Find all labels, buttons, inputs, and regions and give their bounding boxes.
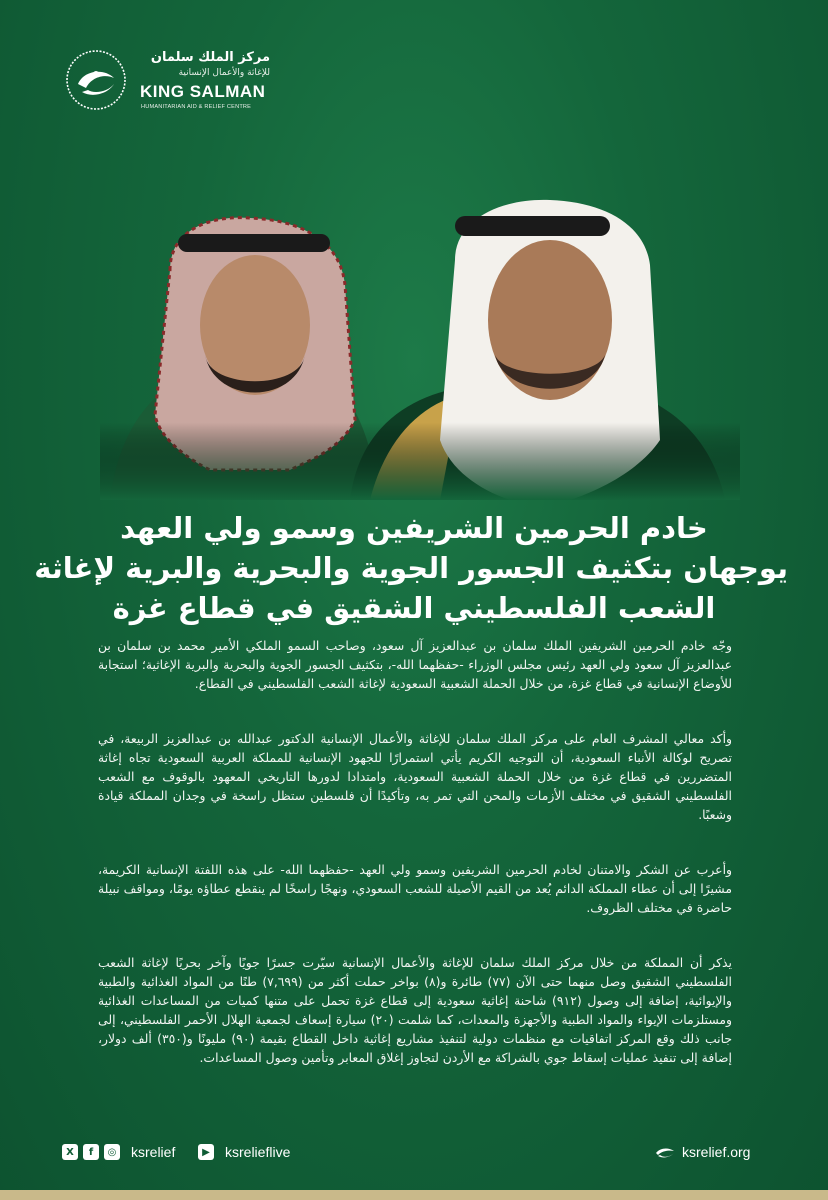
website-link[interactable]: ksrelief.org (682, 1144, 751, 1160)
headline (34, 508, 788, 628)
social-youtube[interactable] (198, 1144, 290, 1160)
leaders-portrait-image (100, 190, 740, 500)
social-website[interactable] (654, 1144, 750, 1160)
instagram-icon[interactable]: ◎ (104, 1144, 120, 1160)
x-icon[interactable]: X (62, 1144, 78, 1160)
youtube-handle[interactable]: ksrelieflive (225, 1144, 291, 1160)
headline-line-1: خادم الحرمين الشريفين وسمو ولي العهد (120, 511, 708, 545)
youtube-icon[interactable]: ▶ (198, 1144, 214, 1160)
headline-line-3: الشعب الفلسطيني الشقيق في قطاع غزة (112, 591, 716, 625)
paragraph-1: وجّه خادم الحرمين الشريفين الملك سلمان بن عبدالعزيز آل سعود، وصاحب السمو الملكي الأمير محمد بن سلمان بن عبدالعزيز آل سعود ولي العهد رئيس مجلس الوزراء -حفظهما الله-، بتكثيف الجسور الجوية والبحرية والبرية الإغاثية؛ استجابة للأوضاع الإنسانية في قطاع غزة، من خلال الحملة الشعبية السعودية لإغاثة الشعب الفلسطيني في القطاع. (98, 638, 732, 691)
x-handle[interactable]: ksrelief (131, 1144, 176, 1160)
facebook-icon[interactable]: f (83, 1144, 99, 1160)
ksrelief-emblem-icon (64, 48, 128, 112)
social-x-facebook-instagram[interactable] (62, 1144, 175, 1160)
footer (0, 1126, 828, 1182)
paragraph-3: وأعرب عن الشكر والامتنان لخادم الحرمين الشريفين وسمو ولي العهد -حفظهما الله- على هذه اللفتة الإنسانية الكريمة، مشيرًا إلى أن عطاء المملكة الدائم يُعد من القيم الأصيلة للشعب السعودي، ونهجًا راسخًا لم ينقطع عطاؤه يومًا، ومواقف نبيلة حاضرة في مختلف الظروف. (98, 862, 732, 915)
logo-arabic-name: مركز الملك سلمان (150, 50, 270, 65)
article-body (98, 636, 732, 1103)
globe-icon (654, 1144, 676, 1160)
headline-line-2: يوجهان بتكثيف الجسور الجوية والبحرية والبرية لإغاثة (34, 551, 788, 585)
logo-arabic-subtitle: للإغاثة والأعمال الإنسانية (178, 68, 270, 78)
paragraph-4: يذكر أن المملكة من خلال مركز الملك سلمان للإغاثة والأعمال الإنسانية سيّرت جسرًا جويًا وآخر بحريًا لإغاثة الشعب الفلسطيني الشقيق وصل منهما حتى الآن (٧٧) طائرة و(٨) بواخر حملت أكثر من (٧,٦٩٩) طنًا من المواد الغذائية والطبية والإيوائية، إضافة إلى وصول (٩١٢) شاحنة إغاثية سعودية إلى قطاع غزة تحمل على متنها كميات من المساعدات الغذائية ومستلزمات الإيواء والمواد الطبية والأجهزة والمعدات، كما شلمت (٢٠) سيارة إسعاف لجمعية الهلال الأحمر الفلسطيني، إلى جانب ذلك وقع المركز اتفاقيات مع منظمات دولية لتنفيذ مشاريع إغاثية داخل القطاع بقيمة (٩٠) مليونًا و(٣٥٠) ألف دولار، إضافة إلى تنفيذ عمليات إسقاط جوي بالشراكة مع الأردن لتجاوز إغلاق المعابر وتأمين وصول المساعدات. (98, 955, 732, 1065)
gold-bottom-band (0, 1190, 828, 1200)
paragraph-2: وأكد معالي المشرف العام على مركز الملك سلمان للإغاثة والأعمال الإنسانية الدكتور عبدالله بن عبدالعزيز الربيعة، في تصريح لوكالة الأنباء السعودية، أن التوجيه الكريم يأتي استمرارًا للجهود الإنسانية للمملكة العربية السعودية تجاه إغاثة المتضررين في قطاع غزة من خلال الحملة الشعبية السعودية، وامتدادا لدورها التاريخي المعهود بالوقوف مع الشعب الفلسطيني الشقيق في مختلف الأزمات والمحن التي تمر به، وتأكيدًا أن فلسطين ستظل راسخة في وجدان المملكة قيادة وشعبًا. (98, 731, 732, 822)
logo-english-name: KING SALMAN (140, 82, 266, 101)
ksrelief-logo (64, 48, 274, 120)
logo-english-subtitle: HUMANITARIAN AID & RELIEF CENTRE (141, 104, 252, 110)
